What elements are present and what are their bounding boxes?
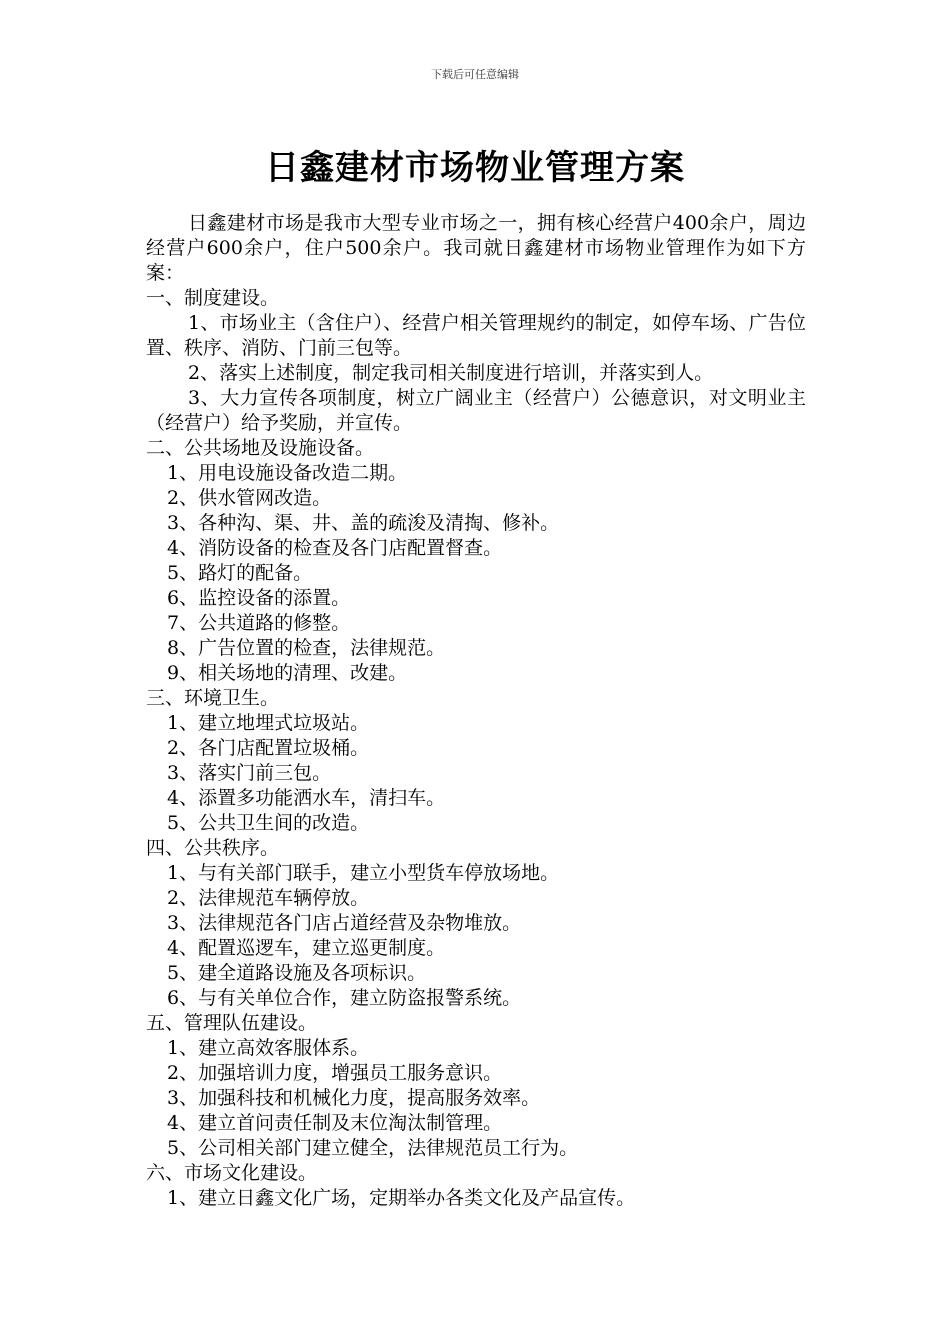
list-item: 6、与有关单位合作，建立防盗报警系统。: [167, 987, 522, 1009]
list-item: 3、落实门前三包。: [167, 762, 332, 784]
section-heading: 三、环境卫生。: [146, 687, 280, 709]
list-item: 2、供水管网改造。: [167, 487, 332, 509]
section-heading: 二、公共场地及设施设备。: [146, 437, 375, 459]
list-item: 1、用电设施设备改造二期。: [167, 462, 408, 484]
list-item: 1、建立地埋式垃圾站。: [167, 712, 370, 734]
list-item: 9、相关场地的清理、改建。: [167, 662, 408, 684]
list-item: 3、加强科技和机械化力度，提高服务效率。: [167, 1087, 541, 1109]
list-item: 4、添置多功能洒水车，清扫车。: [167, 787, 446, 809]
list-item: 3、法律规范各门店占道经营及杂物堆放。: [167, 912, 522, 934]
list-item: 1、建立日鑫文化广场，定期举办各类文化及产品宣传。: [167, 1187, 636, 1209]
list-item: 5、建全道路设施及各项标识。: [167, 962, 427, 984]
section-heading: 六、市场文化建设。: [146, 1162, 318, 1184]
section-paragraph: 1、市场业主（含住户）、经营户相关管理规约的制定，如停车场、广告位置、秩序、消防、门前三包等。: [146, 312, 806, 359]
list-item: 1、建立高效客服体系。: [167, 1037, 370, 1059]
section-paragraph: 2、落实上述制度，制定我司相关制度进行培训，并落实到人。: [188, 362, 714, 384]
list-item: 3、各种沟、渠、井、盖的疏浚及清掏、修补。: [167, 512, 560, 534]
section-heading: 四、公共秩序。: [146, 837, 280, 859]
list-item: 4、配置巡逻车，建立巡更制度。: [167, 937, 446, 959]
list-item: 4、建立首问责任制及末位淘汰制管理。: [167, 1112, 503, 1134]
list-item: 1、与有关部门联手，建立小型货车停放场地。: [167, 862, 560, 884]
list-item: 5、公司相关部门建立健全，法律规范员工行为。: [167, 1137, 579, 1159]
list-item: 8、广告位置的检查，法律规范。: [167, 637, 446, 659]
list-item: 6、监控设备的添置。: [167, 587, 351, 609]
section-paragraph: 3、大力宣传各项制度，树立广阔业主（经营户）公德意识，对文明业主（经营户）给予奖励，并宣传。: [146, 387, 806, 434]
list-item: 5、路灯的配备。: [167, 562, 313, 584]
section-heading: 五、管理队伍建设。: [146, 1012, 318, 1034]
list-item: 7、公共道路的修整。: [167, 612, 351, 634]
list-item: 4、消防设备的检查及各门店配置督查。: [167, 537, 503, 559]
header-note: 下载后可任意编辑: [431, 68, 519, 81]
list-item: 2、各门店配置垃圾桶。: [167, 737, 370, 759]
section-heading: 一、制度建设。: [146, 287, 280, 309]
document-body: [146, 211, 806, 1211]
list-item: 2、加强培训力度，增强员工服务意识。: [167, 1062, 503, 1084]
list-item: 2、法律规范车辆停放。: [167, 887, 370, 909]
list-item: 5、公共卫生间的改造。: [167, 812, 370, 834]
document-title: 日鑫建材市场物业管理方案: [265, 148, 685, 188]
intro-paragraph: 日鑫建材市场是我市大型专业市场之一，拥有核心经营户400余户，周边经营户600余户，住户500余户。我司就日鑫建材市场物业管理作为如下方案：: [146, 212, 806, 284]
